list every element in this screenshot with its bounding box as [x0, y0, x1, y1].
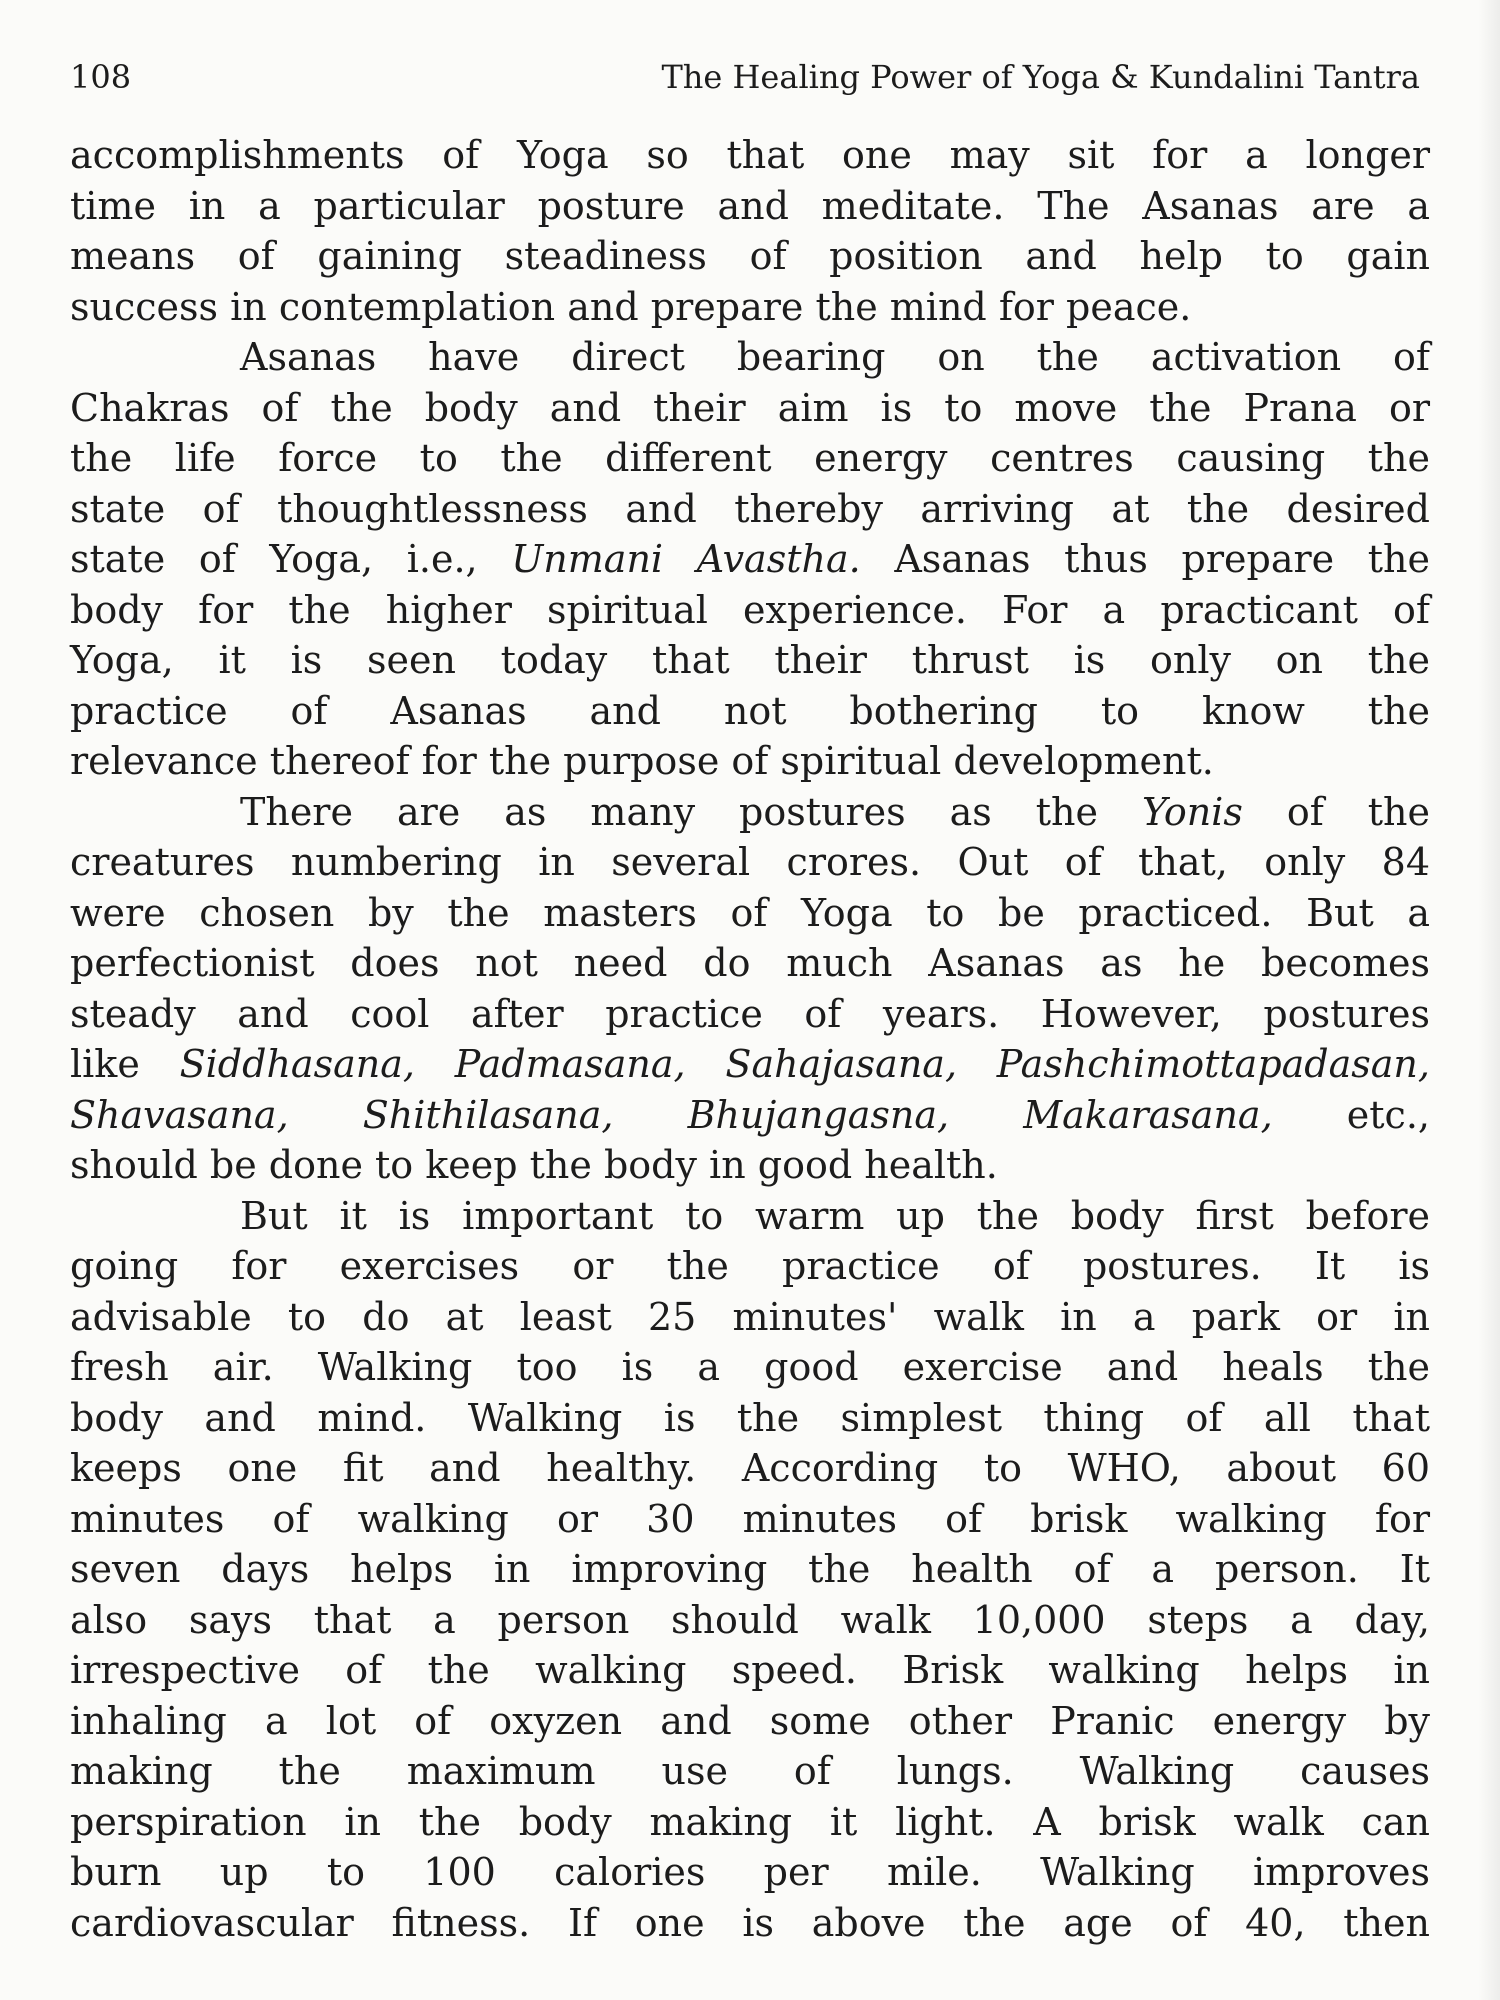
text-line: inhaling a lot of oxyzen and some other Pranic energy by	[70, 1698, 1430, 1743]
text-line: Yoga, it is seen today that their thrust is only on the	[70, 638, 1430, 682]
line-text: etc.,	[1272, 1092, 1430, 1137]
text-line: fresh air. Walking too is a good exercise and heals the	[70, 1345, 1430, 1389]
text-line: steady and cool after practice of years. However, postures	[70, 991, 1430, 1036]
text-line: perspiration in the body making it light. A brisk walk can	[70, 1799, 1430, 1844]
text-line: seven days helps in improving the health of a person. It	[70, 1547, 1430, 1591]
text-line: accomplishments of Yoga so that one may sit for a longer	[70, 133, 1430, 177]
text-line: should be done to keep the body in good health.	[70, 1143, 998, 1187]
running-title: The Healing Power of Yoga & Kundalini Tantra	[661, 58, 1420, 96]
text-line: body and mind. Walking is the simplest thing of all that	[70, 1395, 1430, 1440]
text-line: going for exercises or the practice of postures. It is	[70, 1244, 1430, 1288]
text-line: practice of Asanas and not bothering to know the	[70, 688, 1430, 733]
page-header	[70, 52, 1420, 102]
text-line: state of thoughtlessness and thereby arriving at the desired	[70, 486, 1430, 531]
line-text: of the	[1242, 789, 1430, 834]
text-line: perfectionist does not need do much Asanas as he becomes	[70, 941, 1430, 985]
text-line: relevance thereof for the purpose of spiritual development.	[70, 739, 1214, 783]
text-line: success in contemplation and prepare the mind for peace.	[70, 284, 1192, 329]
line-text: Asanas thus prepare the	[860, 537, 1431, 581]
text-line: irrespective of the walking speed. Brisk walking helps in	[70, 1648, 1430, 1692]
text-line: body for the higher spiritual experience. For a practicant of	[70, 587, 1430, 632]
line-text: like	[70, 1042, 180, 1086]
text-line: also says that a person should walk 10,000 steps a day,	[70, 1597, 1430, 1642]
text-line	[70, 534, 1430, 585]
italic-term: Unmani Avastha.	[511, 537, 861, 581]
text-line: making the maximum use of lungs. Walking causes	[70, 1749, 1430, 1793]
text-line: advisable to do at least 25 minutes' walk in a park or in	[70, 1294, 1430, 1339]
line-text: There are as many postures as the	[240, 789, 1143, 834]
text-line: keeps one fit and healthy. According to WHO, about 60	[70, 1446, 1430, 1490]
line-text: state of Yoga, i.e.,	[70, 537, 512, 581]
body-text	[70, 130, 1430, 1948]
text-line: minutes of walking or 30 minutes of brisk walking for	[70, 1496, 1430, 1541]
paragraph-start-line: But it is important to warm up the body first before	[240, 1193, 1430, 1238]
text-line: time in a particular posture and meditate. The Asanas are a	[70, 183, 1430, 228]
text-line	[70, 1039, 1430, 1090]
paragraph-start-line: Asanas have direct bearing on the activation of	[240, 335, 1430, 379]
text-line: means of gaining steadiness of position and help to gain	[70, 234, 1430, 278]
page-number: 108	[70, 58, 132, 96]
page-edge-shadow	[1478, 0, 1500, 2000]
text-line: burn up to 100 calories per mile. Walking improves	[70, 1850, 1430, 1894]
italic-term: Yonis	[1142, 789, 1243, 834]
text-line: cardiovascular fitness. If one is above the age of 40, then	[70, 1900, 1430, 1945]
text-line: were chosen by the masters of Yoga to be practiced. But a	[70, 890, 1430, 935]
italic-term: Siddhasana, Padmasana, Sahajasana, Pashchimottapadasan,	[179, 1042, 1430, 1086]
text-line: Chakras of the body and their aim is to move the Prana or	[70, 385, 1430, 430]
paragraph-start-line	[70, 787, 1430, 838]
text-line	[70, 1090, 1430, 1141]
text-line: the life force to the different energy centres causing the	[70, 436, 1430, 480]
text-line: creatures numbering in several crores. Out of that, only 84	[70, 840, 1430, 884]
italic-term: Shavasana, Shithilasana, Bhujangasna, Makarasana,	[70, 1092, 1273, 1137]
